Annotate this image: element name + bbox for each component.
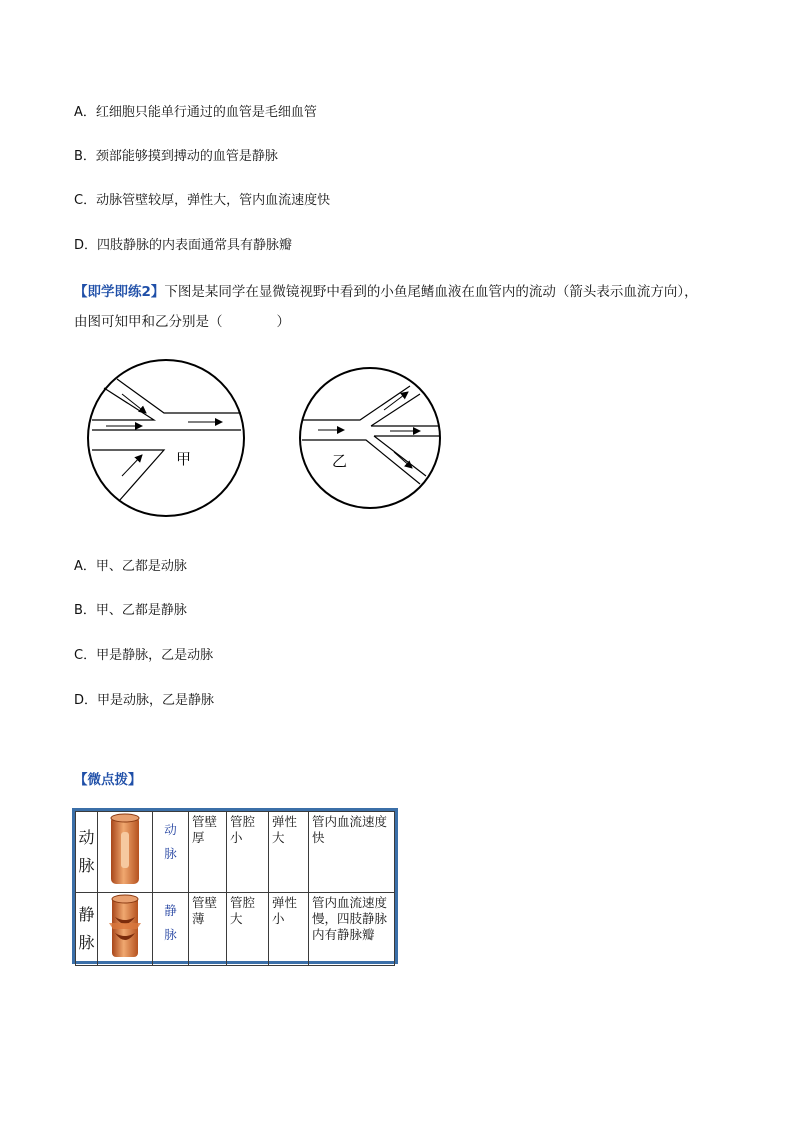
cell-elastic-artery: 弹性大 [269, 812, 309, 893]
cell-lumen-artery: 管腔小 [227, 812, 269, 893]
q2-option-c: C．甲是静脉，乙是动脉 [74, 648, 214, 663]
kind-artery: 动 脉 [153, 812, 189, 893]
artery-image [98, 812, 153, 893]
q1-option-c: C．动脉管壁较厚，弹性大，管内血流速度快 [74, 193, 331, 208]
q2-option-d: D．甲是动脉，乙是静脉 [74, 693, 215, 708]
microscope-diagram [84, 358, 454, 520]
vein-image [98, 893, 153, 966]
tip-title: 【微点拨】 [74, 772, 142, 788]
vessel-yi [300, 368, 440, 508]
label-jia: 甲 [176, 450, 192, 468]
row-label-artery: 动 脉 [76, 812, 98, 893]
q1-option-a: A．红细胞只能单行通过的血管是毛细血管 [74, 105, 317, 120]
artery-vessel-icon [103, 812, 147, 888]
cell-wall-artery: 管壁厚 [189, 812, 227, 893]
q2-stem-line1: 【即学即练2】下图是某同学在显微镜视野中看到的小鱼尾鳍血液在血管内的流动（箭头表示血流方向）， [74, 284, 698, 300]
cell-flow-artery: 管内血流速度快 [309, 812, 395, 893]
q1-option-b: B．颈部能够摸到搏动的血管是静脉 [74, 149, 278, 164]
label-yi: 乙 [332, 452, 348, 470]
table-row [76, 893, 395, 966]
q2-stem-line2: 由图可知甲和乙分别是（ ） [74, 314, 290, 330]
cell-flow-vein: 管内血流速度慢，四肢静脉内有静脉瓣 [309, 893, 395, 966]
vessel-jia [88, 360, 244, 516]
vein-vessel-icon [103, 893, 147, 961]
q1-option-d: D．四肢静脉的内表面通常具有静脉瓣 [74, 238, 293, 253]
row-label-vein: 静 脉 [76, 893, 98, 966]
q2-option-a: A．甲、乙都是动脉 [74, 559, 187, 574]
cell-lumen-vein: 管腔大 [227, 893, 269, 966]
q2-option-b: B．甲、乙都是静脉 [74, 603, 187, 618]
table-row [76, 812, 395, 893]
cell-elastic-vein: 弹性小 [269, 893, 309, 966]
cell-wall-vein: 管壁薄 [189, 893, 227, 966]
comparison-table [72, 808, 398, 964]
q2-tag: 【即学即练2】 [74, 284, 165, 300]
kind-vein: 静 脉 [153, 893, 189, 966]
